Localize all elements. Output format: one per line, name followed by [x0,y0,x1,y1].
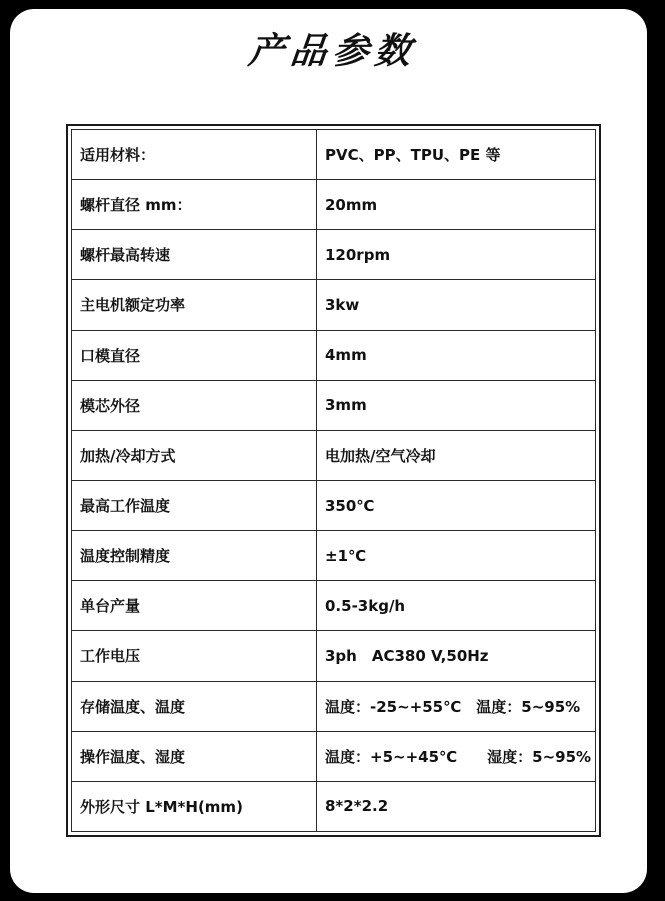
param-value: 120rpm [317,230,596,280]
param-value: 温度：+5~+45℃ 湿度：5~95% [317,731,596,781]
spec-table-frame [66,124,601,837]
param-name: 单台产量 [72,581,317,631]
table-row [72,230,596,280]
param-value: 3kw [317,280,596,330]
param-value: 0.5-3kg/h [317,581,596,631]
table-row [72,430,596,480]
table-row [72,380,596,430]
table-row [72,330,596,380]
param-name: 口模直径 [72,330,317,380]
param-value: 3ph AC380 V,50Hz [317,631,596,681]
param-name: 加热/冷却方式 [72,430,317,480]
param-name: 主电机额定功率 [72,280,317,330]
table-row [72,480,596,530]
param-value: ±1℃ [317,531,596,581]
table-row [72,631,596,681]
param-value: 20mm [317,180,596,230]
param-name: 操作温度、湿度 [72,731,317,781]
table-row [72,130,596,180]
param-value: 350℃ [317,480,596,530]
table-row [72,180,596,230]
param-name: 模芯外径 [72,380,317,430]
param-name: 存储温度、温度 [72,681,317,731]
param-value: 4mm [317,330,596,380]
param-name: 工作电压 [72,631,317,681]
table-row [72,731,596,781]
page-title: 产品参数 [246,31,419,72]
table-row [72,681,596,731]
param-name: 外形尺寸 L*M*H(mm) [72,781,317,831]
table-row [72,531,596,581]
table-row [72,781,596,831]
table-row [72,581,596,631]
param-value: PVC、PP、TPU、PE 等 [317,130,596,180]
param-name: 最高工作温度 [72,480,317,530]
param-value: 3mm [317,380,596,430]
param-value: 温度：-25~+55℃ 温度：5~95% [317,681,596,731]
param-name: 适用材料： [72,130,317,180]
param-name: 螺杆最高转速 [72,230,317,280]
spec-table [71,129,596,832]
param-value: 8*2*2.2 [317,781,596,831]
table-row [72,280,596,330]
param-name: 温度控制精度 [72,531,317,581]
param-value: 电加热/空气冷却 [317,430,596,480]
param-name: 螺杆直径 mm： [72,180,317,230]
